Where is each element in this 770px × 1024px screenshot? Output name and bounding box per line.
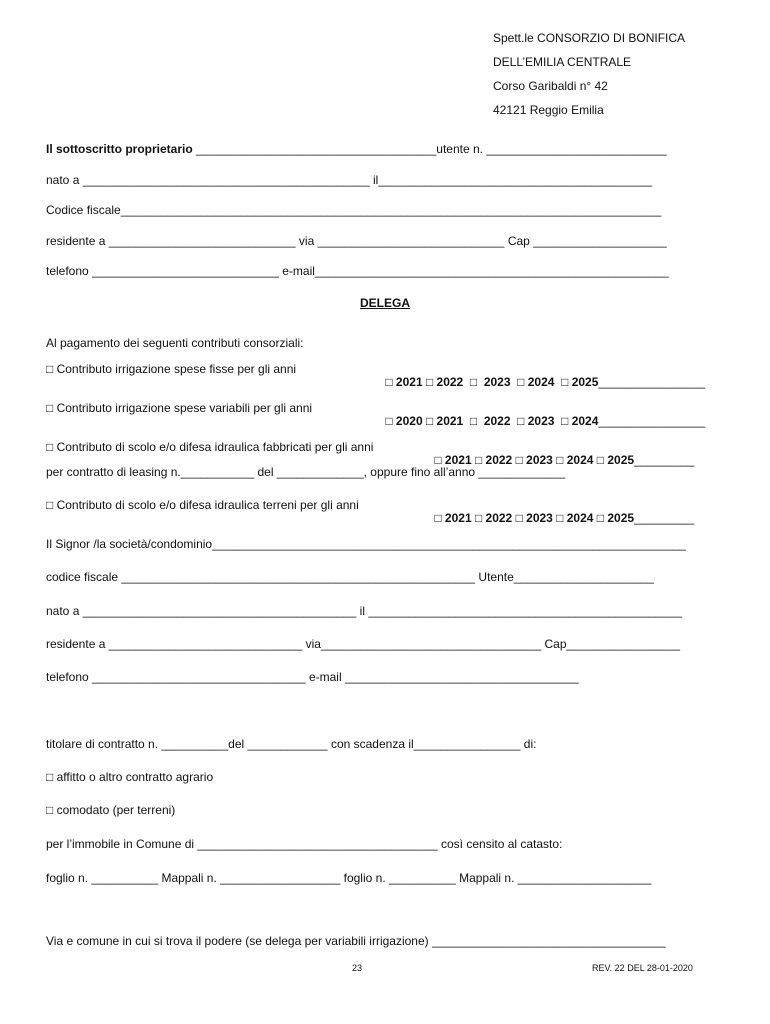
cadastre-label: così censito al catasto: bbox=[441, 837, 563, 851]
property-field[interactable]: ____________________________________ bbox=[197, 837, 441, 851]
delegate-user-field[interactable]: _____________________ bbox=[513, 570, 654, 584]
phone-field[interactable]: ____________________________ bbox=[92, 264, 283, 278]
via-field[interactable]: ____________________________ bbox=[317, 234, 508, 248]
contract-date-field[interactable]: ____________ bbox=[247, 737, 328, 751]
payment-item-fixed[interactable] bbox=[46, 361, 296, 377]
owner-tax-row bbox=[46, 202, 661, 218]
payment-item-buildings-label: □ Contributo di scolo e/o difesa idraulica fabbricati per gli anni bbox=[46, 440, 374, 454]
phone-label: telefono bbox=[46, 264, 93, 278]
delegate-contact-row bbox=[46, 669, 579, 685]
delegate-user-label: Utente bbox=[478, 570, 514, 584]
recipient-address bbox=[493, 26, 685, 122]
leasing-row bbox=[46, 464, 565, 480]
parcels-label-1: Mappali n. bbox=[161, 871, 221, 885]
tax-code-field[interactable]: _________________________________________________________________________________ bbox=[120, 203, 662, 217]
delegate-tax-row bbox=[46, 569, 654, 585]
contract-of-label: di: bbox=[520, 737, 537, 751]
owner-row bbox=[46, 141, 667, 157]
owner-contact-row bbox=[46, 263, 669, 279]
sheet-label-1: foglio n. bbox=[46, 871, 92, 885]
delegate-on-label: il bbox=[359, 604, 369, 618]
contract-del-label: del bbox=[228, 737, 248, 751]
property-row bbox=[46, 836, 562, 852]
delegate-cap-label: Cap bbox=[544, 637, 567, 651]
payment-item-land-years[interactable] bbox=[421, 497, 694, 539]
farm-location-label: Via e comune in cui si trova il podere (se delega per variabili irrigazione) bbox=[46, 934, 432, 948]
payment-item-fixed-label: □ Contributo irrigazione spese fisse per gli anni bbox=[46, 362, 297, 376]
email-label: e-mail bbox=[282, 264, 315, 278]
years-checkboxes[interactable]: □ 2021 □ 2022 □ 2023 □ 2024 □ 2025 bbox=[385, 375, 599, 389]
delegate-birthdate-field[interactable]: _______________________________________________ bbox=[368, 604, 683, 618]
sheet-field-1[interactable]: __________ bbox=[91, 871, 162, 885]
cadastre-row bbox=[46, 870, 651, 886]
page-number: 23 bbox=[352, 963, 363, 973]
payment-item-variable-label: □ Contributo irrigazione spese variabili per gli anni bbox=[46, 401, 313, 415]
sheet-label-2: foglio n. bbox=[343, 871, 389, 885]
tax-code-label: Codice fiscale bbox=[46, 203, 121, 217]
owner-label: Il sottoscritto proprietario bbox=[46, 142, 193, 156]
resident-label: residente a bbox=[46, 234, 109, 248]
leasing-date-field[interactable]: _____________ bbox=[276, 465, 364, 479]
delegate-via-label: via bbox=[305, 637, 321, 651]
delega-title: DELEGA bbox=[359, 296, 410, 310]
payments-intro: Al pagamento dei seguenti contributi consorziali: bbox=[46, 336, 304, 350]
birthplace-field[interactable]: ___________________________________________ bbox=[82, 173, 374, 187]
delegate-tax-field[interactable]: _____________________________________________________ bbox=[121, 570, 479, 584]
payment-item-buildings[interactable] bbox=[46, 439, 373, 455]
delegate-birthplace-field[interactable]: _________________________________________ bbox=[82, 604, 360, 618]
delegate-email-field[interactable]: ___________________________________ bbox=[344, 670, 579, 684]
leasing-label: per contratto di leasing n. bbox=[46, 465, 181, 479]
leasing-no-field[interactable]: ___________ bbox=[180, 465, 255, 479]
delegate-birth-row bbox=[46, 603, 682, 619]
farm-location-row bbox=[46, 933, 666, 949]
leasing-until-label: , oppure fino all’anno bbox=[363, 465, 479, 479]
payment-item-variable[interactable] bbox=[46, 400, 312, 416]
owner-name-field[interactable]: ____________________________________ bbox=[192, 142, 437, 156]
sheet-field-2[interactable]: __________ bbox=[389, 871, 460, 885]
email-field[interactable]: _____________________________________________________ bbox=[314, 264, 669, 278]
years-checkboxes[interactable]: □ 2021 □ 2022 □ 2023 □ 2024 □ 2025 bbox=[434, 511, 635, 525]
cap-label: Cap bbox=[507, 234, 534, 248]
payment-item-fixed-years[interactable] bbox=[372, 361, 705, 403]
parcels-field-2[interactable]: ____________________ bbox=[517, 871, 652, 885]
delegate-address-row bbox=[46, 636, 680, 652]
years-blank[interactable]: ________________ bbox=[598, 375, 706, 389]
recipient-line-2: DELL’EMILIA CENTRALE bbox=[493, 55, 632, 69]
years-blank[interactable]: _________ bbox=[634, 511, 695, 525]
on-label: il bbox=[373, 173, 379, 187]
cap-field[interactable]: ____________________ bbox=[533, 234, 667, 248]
leasing-del-label: del bbox=[254, 465, 277, 479]
delegate-name-label: Il Signor /la società/condominio bbox=[46, 537, 213, 551]
years-checkboxes[interactable]: □ 2021 □ 2022 □ 2023 □ 2024 □ 2025 bbox=[434, 453, 635, 467]
contract-no-field[interactable]: __________ bbox=[161, 737, 229, 751]
parcels-label-2: Mappali n. bbox=[459, 871, 518, 885]
delegate-phone-field[interactable]: ________________________________ bbox=[92, 670, 309, 684]
delegate-name-field[interactable]: _______________________________________________________________________ bbox=[212, 537, 686, 551]
user-no-label: utente n. bbox=[436, 142, 487, 156]
revision-note: REV. 22 DEL 28-01-2020 bbox=[592, 963, 693, 973]
recipient-line-4: 42121 Reggio Emilia bbox=[493, 103, 604, 117]
parcels-field-1[interactable]: __________________ bbox=[220, 871, 344, 885]
payment-item-land[interactable] bbox=[46, 497, 359, 513]
owner-address-row bbox=[46, 233, 667, 249]
leasing-year-field[interactable]: _____________ bbox=[478, 465, 566, 479]
delegate-born-label: nato a bbox=[46, 604, 83, 618]
resident-field[interactable]: ____________________________ bbox=[108, 234, 299, 248]
recipient-line-1: Spett.le CONSORZIO DI BONIFICA bbox=[493, 31, 686, 45]
years-blank[interactable]: ________________ bbox=[598, 414, 706, 428]
delegate-resident-field[interactable]: _____________________________ bbox=[108, 637, 306, 651]
years-blank[interactable]: _________ bbox=[634, 453, 695, 467]
recipient-line-3: Corso Garibaldi n° 42 bbox=[493, 79, 608, 93]
born-label: nato a bbox=[46, 173, 83, 187]
delegate-tax-label: codice fiscale bbox=[46, 570, 122, 584]
delegate-resident-label: residente a bbox=[46, 637, 109, 651]
birthdate-field[interactable]: _________________________________________ bbox=[378, 173, 652, 187]
years-checkboxes[interactable]: □ 2020 □ 2021 □ 2022 □ 2023 □ 2024 bbox=[385, 414, 599, 428]
delegate-phone-label: telefono bbox=[46, 670, 93, 684]
contract-holder-label: titolare di contratto n. bbox=[46, 737, 162, 751]
via-label: via bbox=[298, 234, 318, 248]
option-lease-checkbox[interactable]: □ affitto o altro contratto agrario bbox=[46, 770, 214, 784]
delegate-via-field[interactable]: _________________________________ bbox=[320, 637, 545, 651]
delegate-name-row bbox=[46, 536, 686, 552]
contract-row bbox=[46, 736, 536, 752]
payment-item-variable-years[interactable] bbox=[372, 400, 705, 442]
owner-birth-row bbox=[46, 172, 652, 188]
option-loan-checkbox[interactable]: □ comodato (per terreni) bbox=[46, 803, 176, 817]
contract-expiry-field[interactable]: ________________ bbox=[413, 737, 521, 751]
contract-expiry-label: con scadenza il bbox=[327, 737, 414, 751]
user-no-field[interactable]: ___________________________ bbox=[486, 142, 667, 156]
farm-location-field[interactable]: ___________________________________ bbox=[431, 934, 666, 948]
property-label: per l’immobile in Comune di bbox=[46, 837, 198, 851]
delegate-email-label: e-mail bbox=[308, 670, 345, 684]
payment-item-land-label: □ Contributo di scolo e/o difesa idraulica terreni per gli anni bbox=[46, 498, 359, 512]
delegate-cap-field[interactable]: _________________ bbox=[566, 637, 680, 651]
